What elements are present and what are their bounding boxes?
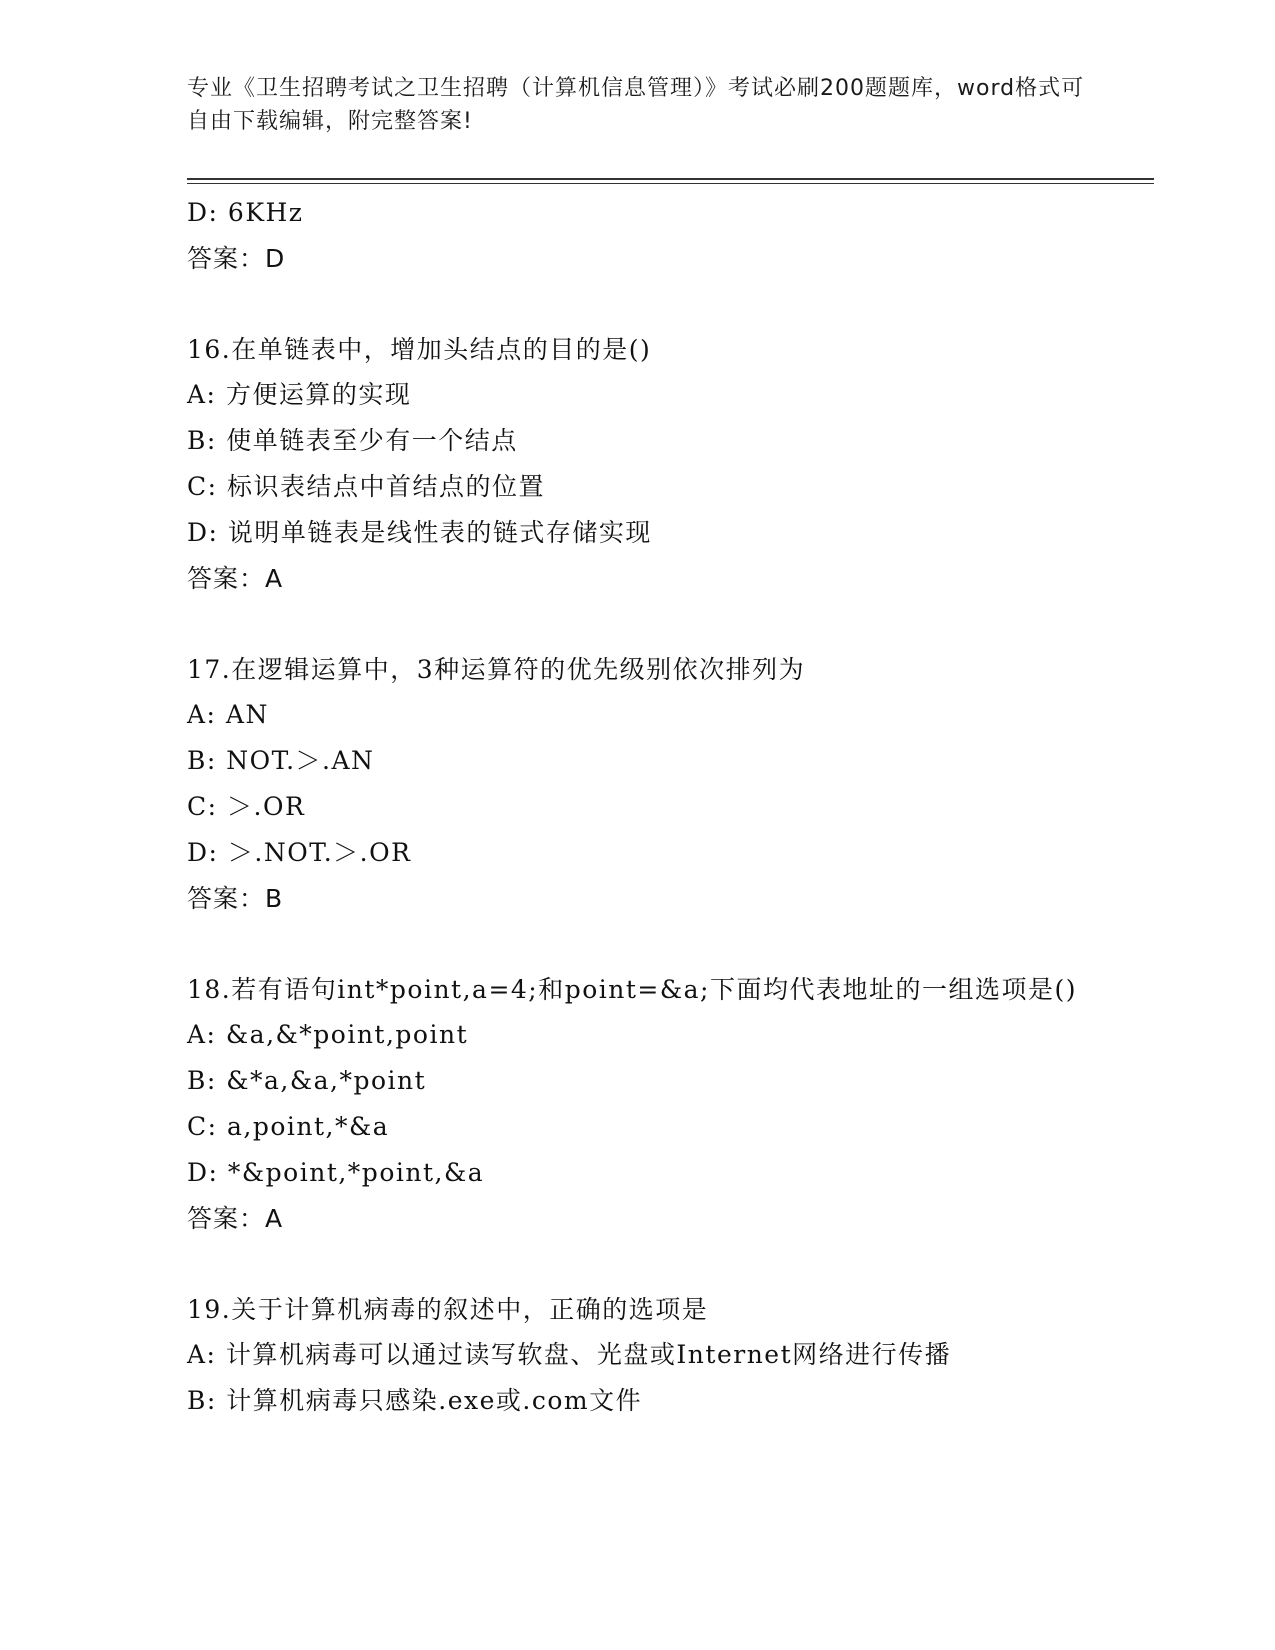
option-d: D: *&point,*point,&a bbox=[187, 1158, 485, 1187]
header-divider-thin bbox=[187, 183, 1154, 184]
question-list bbox=[187, 190, 1087, 1424]
document-header: 专业《卫生招聘考试之卫生招聘（计算机信息管理）》考试必刷200题题库，word格式可自由下载编辑，附完整答案! bbox=[187, 76, 1085, 134]
option-c: C: ＞.OR bbox=[187, 792, 306, 821]
answer-line: 答案：A bbox=[187, 564, 284, 593]
option-b: B: 使单链表至少有一个结点 bbox=[187, 426, 518, 455]
question-block-15-tail bbox=[187, 190, 1087, 282]
option-a: A: 计算机病毒可以通过读写软盘、光盘或Internet网络进行传播 bbox=[187, 1340, 952, 1369]
option-a: A: &a,&*point,point bbox=[187, 1020, 469, 1049]
option-c: C: a,point,*&a bbox=[187, 1112, 390, 1141]
answer-line: 答案：A bbox=[187, 1204, 284, 1233]
option-c: C: 标识表结点中首结点的位置 bbox=[187, 472, 545, 501]
option-d: D: 说明单链表是线性表的链式存储实现 bbox=[187, 518, 652, 547]
option-b: B: &*a,&a,*point bbox=[187, 1066, 427, 1095]
answer-line: 答案：B bbox=[187, 884, 284, 913]
question-stem: 19.关于计算机病毒的叙述中，正确的选项是 bbox=[187, 1295, 709, 1324]
question-block-18 bbox=[187, 968, 1087, 1242]
question-stem: 17.在逻辑运算中，3种运算符的优先级别依次排列为 bbox=[187, 655, 806, 684]
question-block-16 bbox=[187, 328, 1087, 602]
option-b: B: 计算机病毒只感染.exe或.com文件 bbox=[187, 1386, 643, 1415]
question-block-17 bbox=[187, 648, 1087, 922]
question-stem: 18.若有语句int*point,a=4;和point=&a;下面均代表地址的一组选项是() bbox=[187, 975, 1077, 1004]
question-stem: 16.在单链表中，增加头结点的目的是() bbox=[187, 335, 652, 364]
option-a: A: 方便运算的实现 bbox=[187, 380, 412, 409]
header-divider-thick bbox=[187, 178, 1154, 180]
option-a: A: AN bbox=[187, 700, 269, 729]
question-block-19 bbox=[187, 1288, 1087, 1424]
option-d: D: 6KHz bbox=[187, 198, 304, 227]
option-b: B: NOT.＞.AN bbox=[187, 746, 375, 775]
option-d: D: ＞.NOT.＞.OR bbox=[187, 838, 412, 867]
answer-line: 答案：D bbox=[187, 244, 286, 273]
